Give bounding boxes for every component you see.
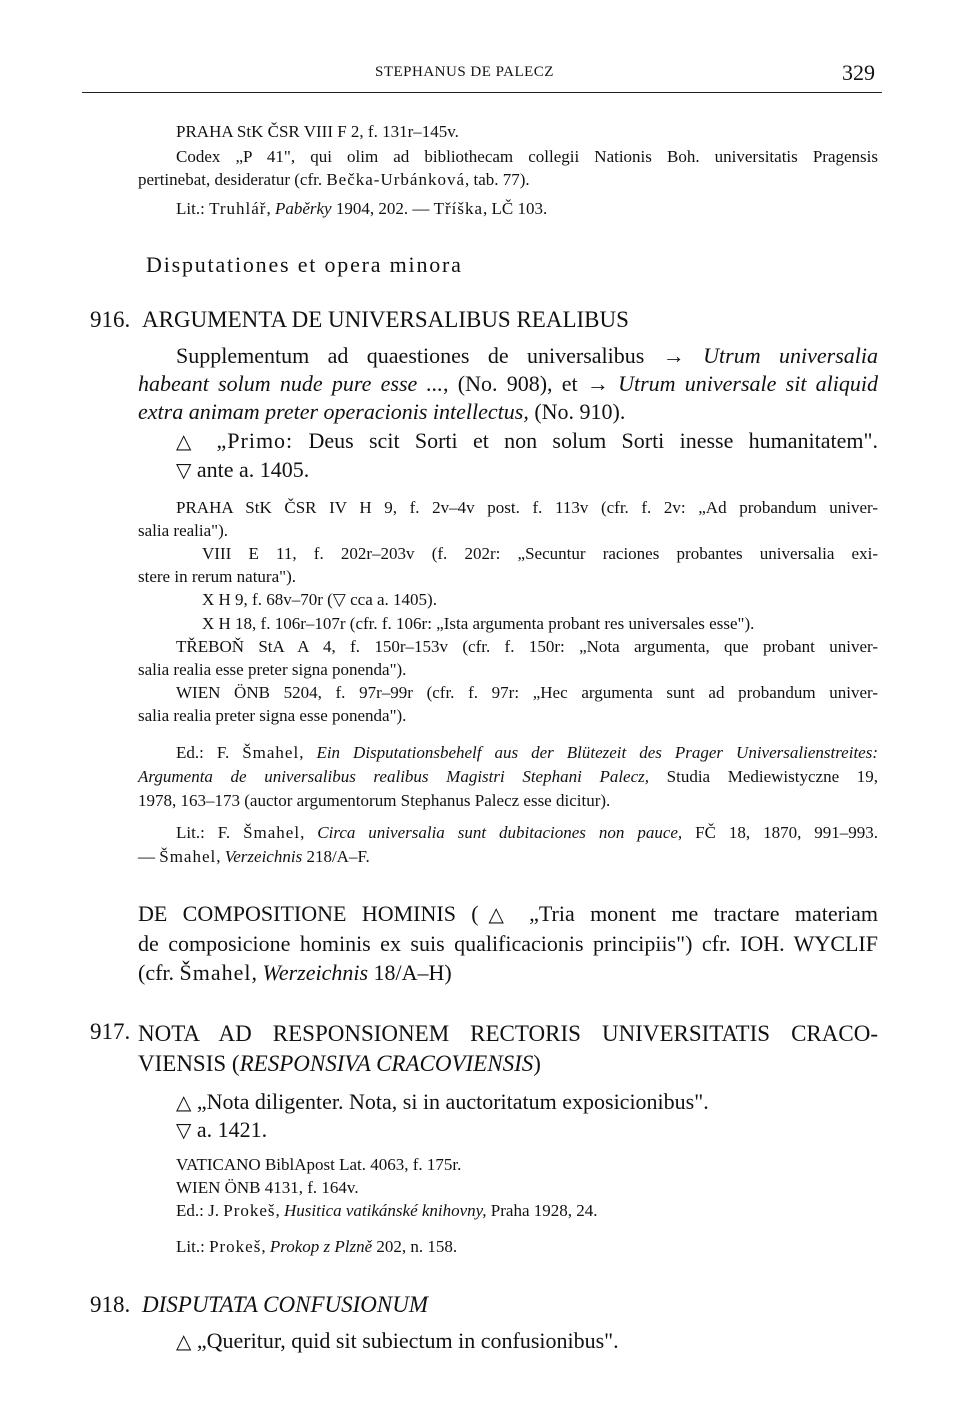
date-line xyxy=(176,457,309,483)
explicit-triangle-icon: ▽ xyxy=(176,1118,192,1142)
lit-line-1: Lit.: F. Šmahel, Circa universalia sunt dubitaciones non pauce, FČ 18, 1870, 991–993. xyxy=(176,823,879,842)
dash: — xyxy=(138,847,155,866)
lit-line-2: — Šmahel, Verzeichnis 218/A–F. xyxy=(138,847,370,866)
desc-text: (No. 910). xyxy=(534,399,626,424)
codex-line-2 xyxy=(138,168,878,191)
lit-label: Lit.: F. xyxy=(176,823,231,842)
incipit-text: „Nota diligenter. Nota, si in auctoritatum exposicionibus". xyxy=(196,1089,709,1114)
lit-text: 1904, 202. — xyxy=(335,199,430,218)
ed-label: Ed.: J. xyxy=(176,1201,219,1220)
entry-title: ARGUMENTA DE UNIVERSALIBUS REALIBUS xyxy=(142,307,629,332)
arrow-icon: → xyxy=(586,371,609,396)
ms-text: X H 9, f. 68v–70r ( xyxy=(202,590,333,609)
comp-line-1 xyxy=(138,899,878,929)
work-title: RESPONSIVA CRACOVIENSIS xyxy=(239,1051,534,1076)
ed-label: Ed.: F. xyxy=(176,743,230,762)
ms-line-cont: salia realia"). xyxy=(138,521,228,540)
author-name: Prokeš xyxy=(209,1237,262,1256)
header-rule xyxy=(82,92,882,93)
ms-line: WIEN ÖNB 5204, f. 97r–99r (cfr. f. 97r: „Hec argumenta sunt ad probandum univer- xyxy=(176,683,878,702)
work-title: Husitica vatikánské knihovny, xyxy=(284,1201,487,1220)
entry-title xyxy=(138,1019,878,1079)
author-name: Šmahel xyxy=(179,960,252,985)
ed-text: Praha 1928, 24. xyxy=(490,1201,598,1220)
work-title: Circa universalia sunt dubitaciones non pauce, xyxy=(317,823,683,842)
incipit-triangle-icon: △ xyxy=(176,1090,192,1114)
entry-title xyxy=(142,1292,428,1318)
entry-number: 918. xyxy=(90,1292,131,1317)
work-title: Prokop z Plzně xyxy=(269,1237,373,1256)
date-text: a. 1421. xyxy=(196,1117,268,1142)
work-title: Utrum universalia xyxy=(703,343,878,368)
title-line-2 xyxy=(138,1049,878,1079)
entry-number: 917. xyxy=(90,1019,131,1044)
work-title: Paběrky xyxy=(274,199,332,218)
explicit-triangle-icon: ▽ xyxy=(332,590,346,610)
codex-note xyxy=(138,145,878,191)
ms-line: VATICANO BiblApost Lat. 4063, f. 175r. xyxy=(176,1155,462,1174)
title-text: ) xyxy=(533,1051,541,1076)
entry-description xyxy=(138,342,878,426)
ms-line: X H 18, f. 106r–107r (cfr. f. 106r: „Ista argumenta probant res universales esse"). xyxy=(202,614,755,633)
title-text: VIENSIS ( xyxy=(138,1051,240,1076)
arrow-icon: → xyxy=(662,343,685,368)
ed-line-3: 1978, 163–173 (auctor argumentorum Stephanus Palecz esse dicitur). xyxy=(138,791,611,810)
lit-line: Lit.: Prokeš, Prokop z Plzně 202, n. 158. xyxy=(176,1237,458,1256)
ms-line xyxy=(138,588,878,612)
lit-text: 218/A–F. xyxy=(306,847,370,866)
comp-text: 18/A–H) xyxy=(373,960,452,985)
ed-line-1: Ed.: F. Šmahel, Ein Disputationsbehelf aus der Blütezeit des Prager Universalienstreites: xyxy=(176,743,878,762)
edition-note xyxy=(138,741,878,813)
work-title: Ein Disputationsbehelf aus der Blütezeit des Prager Universalienstreites: xyxy=(316,743,878,762)
desc-line-1 xyxy=(138,342,878,370)
lit-text: FČ 18, 1870, 991–993. xyxy=(695,823,879,842)
author-name: Tříška xyxy=(433,199,484,218)
codex-line-1: Codex „P 41", qui olim ad bibliothecam collegii Nationis Boh. universitatis Pragensis xyxy=(176,147,878,166)
comp-line-2: de composicione hominis ex suis qualificacionis principiis") cfr. IOH. WYCLIF xyxy=(138,931,878,956)
ms-line-cont: salia realia preter signa esse ponenda"). xyxy=(138,706,407,725)
ms-list xyxy=(138,496,878,727)
work-title: Argumenta de universalibus realibus Magistri Stephani Palecz, xyxy=(138,767,650,786)
lit-note xyxy=(138,821,878,869)
incipit-triangle-icon: △ xyxy=(478,902,514,926)
ms-line: PRAHA StK ČSR VIII F 2, f. 131r–145v. xyxy=(176,122,459,141)
codex-text: pertinebat, desideratur (cfr. xyxy=(138,170,323,189)
ed-text: Studia Mediewistyczne 19, xyxy=(666,767,879,786)
page-number: 329 xyxy=(842,60,875,85)
work-title: Utrum universale sit aliquid xyxy=(618,371,878,396)
incipit-line xyxy=(176,1089,709,1115)
work-title: DISPUTATA CONFUSIONUM xyxy=(142,1292,429,1317)
comp-title: DE COMPOSITIONE HOMINIS ( xyxy=(138,901,479,926)
ms-text: cca a. 1405). xyxy=(350,590,437,609)
incipit-triangle-icon: △ xyxy=(176,429,202,453)
ms-line-cont: stere in rerum natura"). xyxy=(138,567,296,586)
ms-line-cont: salia realia esse preter signa ponenda"). xyxy=(138,660,407,679)
desc-line-2 xyxy=(138,370,878,398)
ed-line: Ed.: J. Prokeš, Husitica vatikánské knihovny, Praha 1928, 24. xyxy=(176,1201,598,1220)
date-line xyxy=(176,1117,267,1143)
comp-text: (cfr. xyxy=(138,960,175,985)
section-heading: Disputationes et opera minora xyxy=(146,252,463,277)
work-title: Werzeichnis xyxy=(262,960,369,985)
incipit-text: Deus scit Sorti et non solum Sorti inesse humanitatem". xyxy=(308,428,879,453)
author-name: Prokeš xyxy=(223,1201,276,1220)
ms-line: TŘEBOŇ StA A 4, f. 150r–153v (cfr. f. 150r: „Nota argumenta, que probant univer- xyxy=(176,637,878,656)
work-title: habeant solum nude pure esse ... xyxy=(138,371,444,396)
explicit-triangle-icon: ▽ xyxy=(176,458,192,482)
desc-line-3 xyxy=(138,398,878,426)
incipit-triangle-icon: △ xyxy=(176,1329,192,1353)
incipit-line xyxy=(176,1328,619,1354)
lit-text: 202, n. 158. xyxy=(376,1237,458,1256)
comp-line-3: (cfr. Šmahel, Werzeichnis 18/A–H) xyxy=(138,960,452,985)
author-name: Šmahel xyxy=(243,823,301,842)
desc-text: Supplementum ad quaestiones de universalibus xyxy=(176,343,645,368)
author-name: Bečka-Urbánková xyxy=(326,170,465,189)
ms-line: VIII E 11, f. 202r–203v (f. 202r: „Secuntur raciones probantes universalia exi- xyxy=(202,544,878,563)
ms-line: PRAHA StK ČSR IV H 9, f. 2v–4v post. f. 113v (cfr. f. 2v: „Ad probandum univer- xyxy=(176,498,878,517)
incipit-line xyxy=(176,428,878,454)
comp-incipit: „Tria monent me tractare materiam xyxy=(529,901,878,926)
codex-text-end: , tab. 77). xyxy=(465,170,530,189)
running-title: STEPHANUS DE PALECZ xyxy=(375,64,554,80)
ms-line: WIEN ÖNB 4131, f. 164v. xyxy=(176,1178,359,1197)
incipit-label: „Primo: xyxy=(216,428,294,453)
author-name: Šmahel xyxy=(159,847,217,866)
author-name: Šmahel xyxy=(242,743,300,762)
ed-line-2 xyxy=(138,765,878,789)
date-text: ante a. 1405. xyxy=(196,457,310,482)
desc-text: , (No. 908), et xyxy=(443,371,578,396)
lit-label: Lit.: xyxy=(176,1237,205,1256)
title-line-1: NOTA AD RESPONSIONEM RECTORIS UNIVERSITATIS CRACO- xyxy=(138,1021,878,1046)
entry-number: 916. xyxy=(90,307,131,332)
work-title: Verzeichnis xyxy=(224,847,303,866)
compositione-entry xyxy=(138,899,878,987)
lit-text-end: , LČ 103. xyxy=(483,199,548,218)
lit-label: Lit.: xyxy=(176,199,205,218)
incipit-text: „Queritur, quid sit subiectum in confusionibus". xyxy=(196,1328,619,1353)
author-name: Truhlář xyxy=(209,199,267,218)
lit-line: Lit.: Truhlář, Paběrky 1904, 202. — Tříška, LČ 103. xyxy=(176,199,548,218)
work-title: extra animam preter operacionis intellectus, xyxy=(138,399,529,424)
